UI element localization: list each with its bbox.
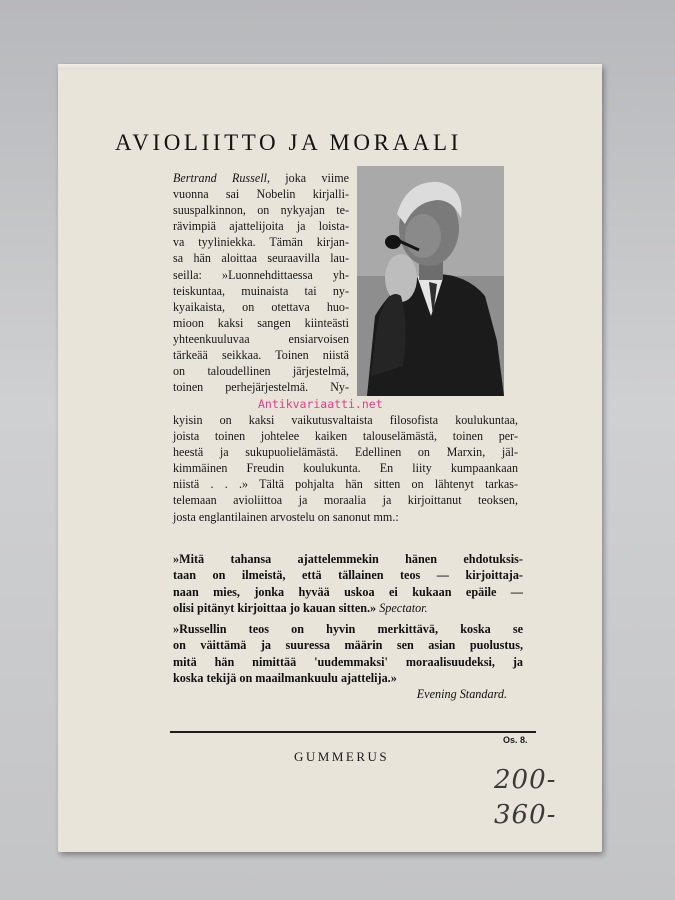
intro-line: teiskuntaa, muinaista tai ny-: [173, 283, 349, 298]
intro-line: suuspalkinnon, on nykyajan te-: [173, 203, 349, 218]
body-line: kimmäinen Freudin koulukunta. En liity kumpaankaan: [173, 461, 518, 476]
intro-line: seilla: »Luonnehdittaessa yh-: [173, 267, 349, 282]
quote-source: Spectator.: [379, 600, 428, 615]
handwritten-price: 200-: [494, 765, 557, 795]
body-line: kyisin on kaksi vaikutusvaltaista filosofista koulukuntaa,: [173, 413, 518, 427]
divider-rule: [170, 731, 536, 733]
intro-line: sa hän aloittaa seuraavilla lau-: [173, 251, 349, 266]
body-line: heestä ja sukupuolielämästä. Edellinen on Marxin, jäl-: [173, 445, 518, 460]
intro-line: mioon kaksi sangen kiinteästi: [173, 315, 349, 330]
book-title: AVIOLIITTO JA MORAALI: [115, 130, 462, 155]
intro-line: vuonna sai Nobelin kirjalli-: [173, 187, 349, 202]
body-line: josta englantilainen arvostelu on sanonut mm.:: [173, 509, 399, 524]
quote-source: Evening Standard.: [416, 687, 507, 702]
quote-line: olisi pitänyt kirjoittaa jo kauan sitten.» Spectator.: [173, 600, 428, 615]
quote-line: mitä hän nimittää 'uudemmaksi' moraalisuudeksi, ja: [173, 654, 523, 669]
review-quote-evening-standard: [173, 621, 523, 702]
intro-line: yhteenkuuluvaa ensiarvoisen: [173, 331, 349, 346]
quote-line: »Russellin teos on hyvin merkittävä, koska se: [173, 622, 523, 636]
intro-column-full: [173, 412, 518, 525]
intro-line: Bertrand Russell, joka viime: [173, 171, 349, 185]
intro-line: toinen perhejärjestelmä. Ny-: [173, 380, 349, 395]
intro-line: rävimpiä ajattelijoita ja loista-: [173, 219, 349, 234]
quote-line: naan mies, jonka hyvää uskoa ei kukaan epäile —: [173, 584, 523, 599]
watermark: Antikvariaatti.net: [258, 397, 383, 411]
intro-line: va tyyliniekka. Tämän kirjan-: [173, 235, 349, 250]
quote-line: koska tekijä on maailmankuulu ajattelija.»: [173, 670, 397, 685]
quote-line: »Mitä tahansa ajattelemmekin hänen ehdotuksis-: [173, 552, 523, 566]
intro-line: tärkeää seikkaa. Toinen niistä: [173, 348, 349, 363]
quote-line: on väittämä ja suuressa määrin sen asian puolustus,: [173, 638, 523, 653]
body-line: niistä . . .» Tältä pohjalta hän sitten on lähtenyt tarkas-: [173, 477, 518, 492]
volume-mark: Os. 8.: [503, 735, 528, 745]
intro-line: kyaikaista, on otettava huo-: [173, 299, 349, 314]
intro-line: on taloudellinen järjestelmä,: [173, 364, 349, 379]
body-line: telemaan avioliittoa ja moraalia ja kirjoittanut teoksen,: [173, 493, 518, 508]
quote-line: taan on ilmeistä, että tällainen teos — kirjoittaja-: [173, 568, 523, 583]
publisher-name: GUMMERUS: [294, 749, 390, 764]
author-portrait: [357, 166, 504, 396]
handwritten-price: 360-: [494, 800, 557, 830]
body-line: joista toinen johtelee kaiken talouselämästä, toinen per-: [173, 429, 518, 444]
author-name: Bertrand Russell: [173, 171, 267, 185]
review-quote-spectator: [173, 551, 523, 616]
book-top-edge: [58, 64, 602, 70]
intro-column-left: [173, 170, 349, 395]
